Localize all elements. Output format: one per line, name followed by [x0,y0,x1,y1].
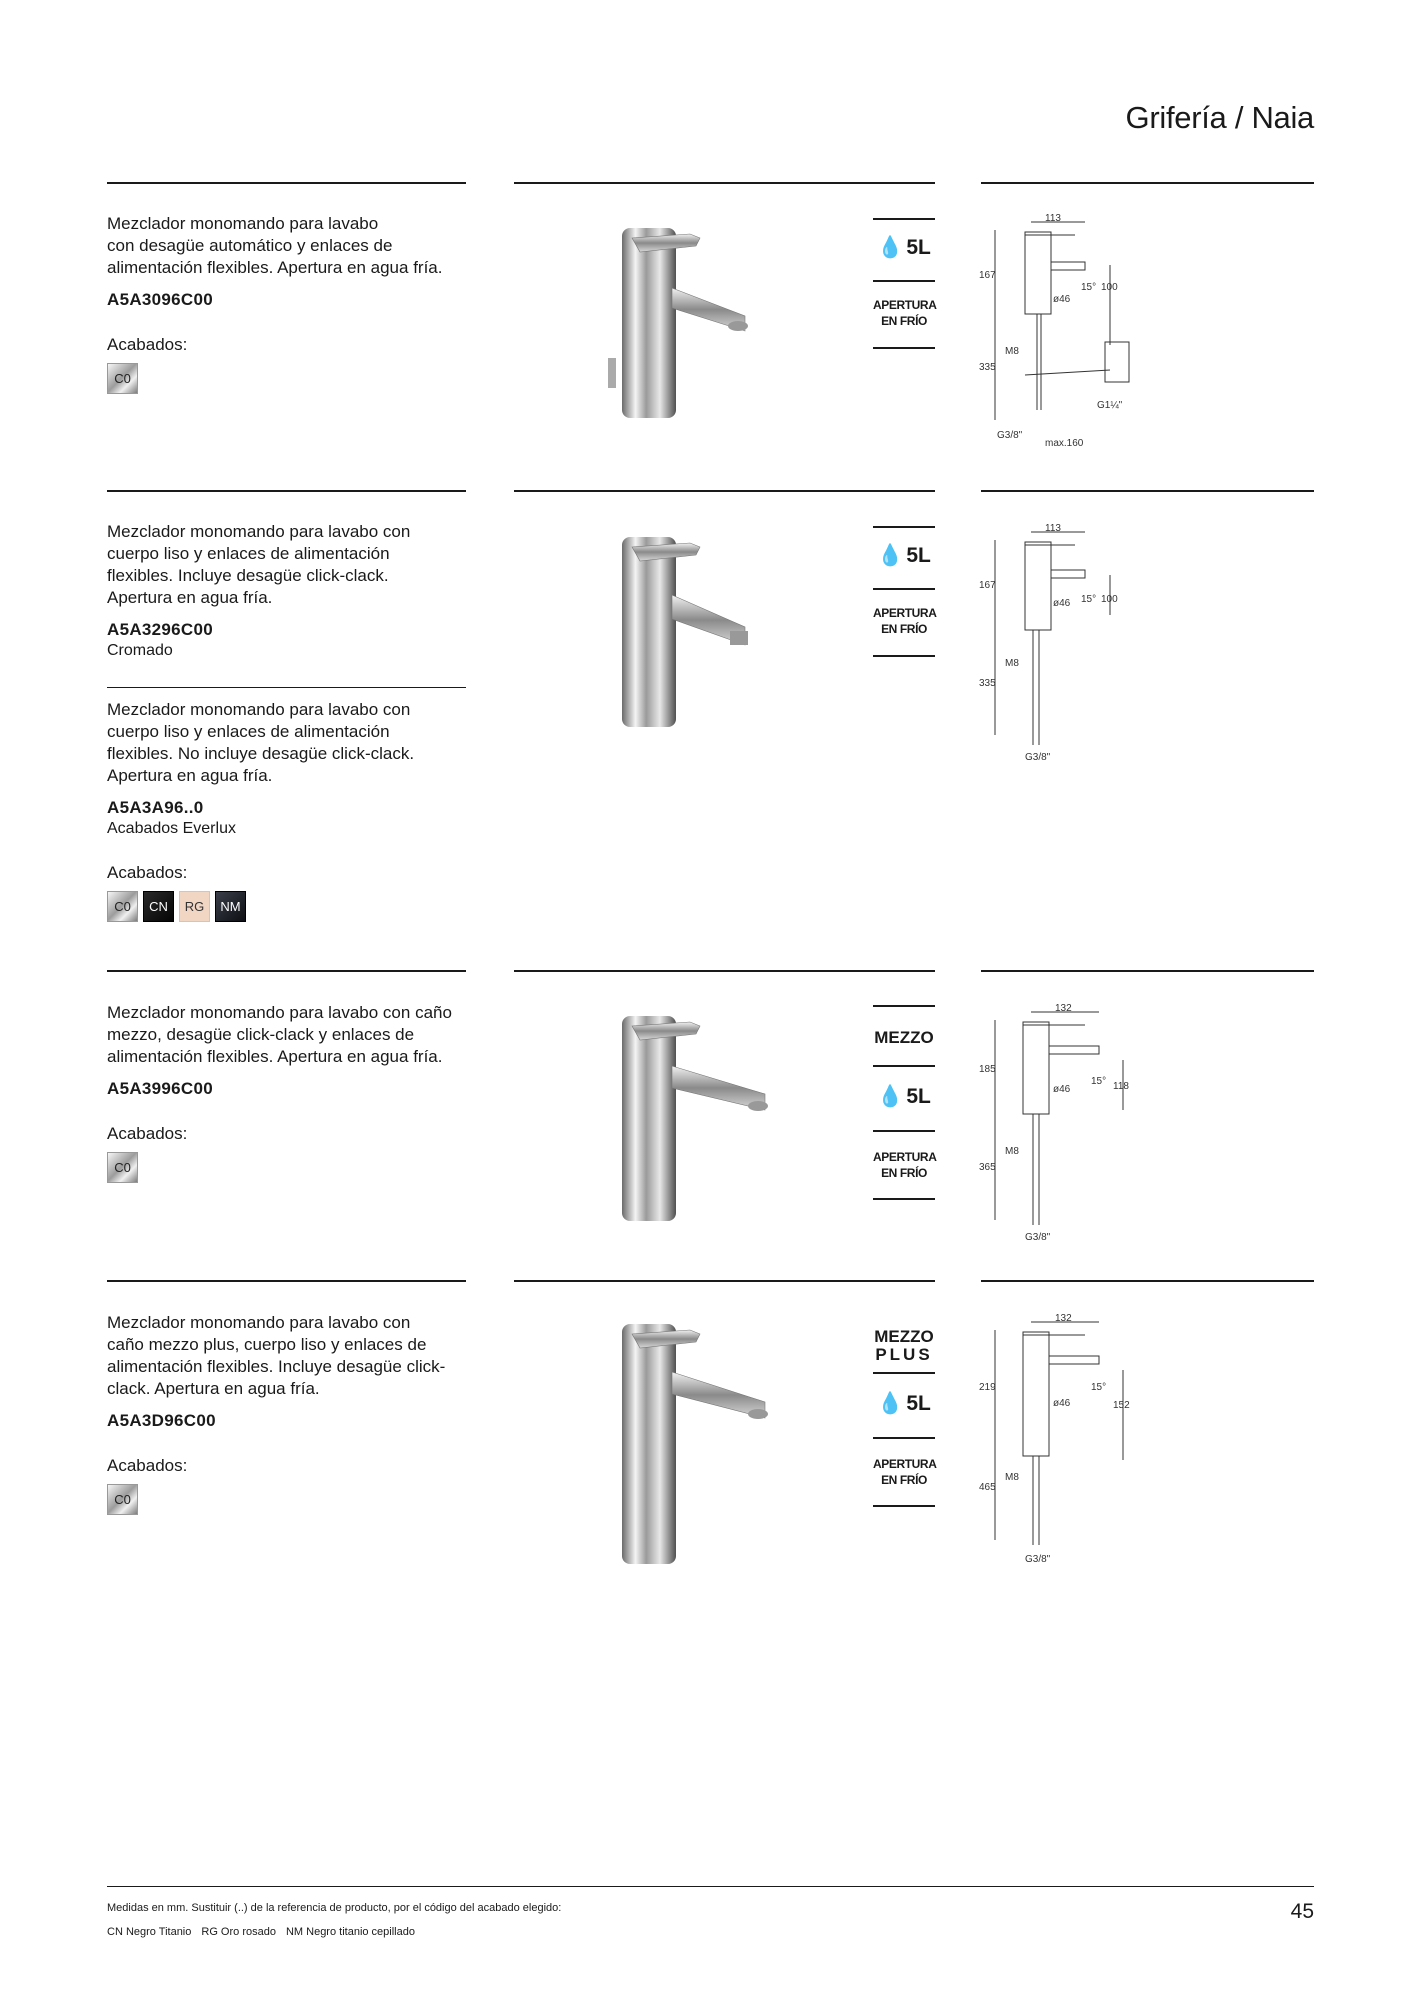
water-drop-icon: 💧 [877,1392,904,1415]
dim-angle: 15° [1091,1076,1107,1087]
cold-opening-indicator: APERTURA EN FRÍO [873,298,937,328]
dim-g: G3/8" [1025,752,1051,763]
finish-swatches [107,1484,467,1515]
finish-swatch-c0: C0 [107,891,138,922]
finishes-label: Acabados: [107,863,188,882]
technical-drawing [975,1000,1155,1250]
section-divider [514,970,935,972]
dim-reach: 118 [1113,1081,1129,1092]
product-reference: A5A3296C00 [107,620,214,639]
finish-swatch-c0: C0 [107,1152,138,1183]
cold-opening-indicator: APERTURA EN FRÍO [873,1150,937,1180]
product-3-text [107,1002,467,1183]
section-divider [981,970,1314,972]
finish-code-nm: NM Negro titanio cepillado [285,1926,415,1938]
variant-divider [107,687,466,688]
dim-total: 335 [979,362,996,373]
page-title: Grifería / Naia [1125,100,1314,135]
product-reference: A5A3D96C00 [107,1411,216,1430]
technical-drawing [975,520,1155,770]
dim-total: 465 [979,1482,996,1493]
finish-swatch-cn: CN [143,891,174,922]
dim-g: G3/8" [997,430,1023,441]
dim-diameter: ø46 [1053,294,1071,305]
faucet-image [580,527,770,732]
dim-reach: 152 [1113,1400,1130,1411]
cold-opening-indicator: APERTURA EN FRÍO [873,1457,937,1487]
product-2-text [107,521,467,660]
section-divider [107,1280,466,1282]
dim-g-drain: G1¼" [1097,400,1123,411]
product-description: Mezclador monomando para lavabo con cuerpo liso y enlaces de alimentación flexibles. No incluye desagüe click-clack. Apertura en agua fría. [107,700,415,785]
finishes-label: Acabados: [107,335,188,354]
faucet-image [580,1314,770,1569]
mezzo-plus-badge: MEZZO PLUS [874,1327,934,1364]
dim-height: 185 [979,1064,996,1075]
dim-diameter: ø46 [1053,598,1071,609]
finish-swatch-rg: RG [179,891,210,922]
page-number: 45 [1290,1900,1314,1923]
finishes-label: Acabados: [107,1456,188,1475]
dim-width: 132 [1055,1003,1072,1014]
cold-opening-indicator: APERTURA EN FRÍO [873,606,937,636]
section-divider [981,490,1314,492]
water-flow-indicator: 💧 5L [877,236,931,259]
dim-height: 167 [979,580,996,591]
section-divider [514,490,935,492]
water-flow-indicator: 💧 5L [877,1392,931,1415]
section-divider [514,182,935,184]
product-4-text [107,1312,467,1515]
dim-total: 335 [979,678,996,689]
finish-swatches [107,363,467,394]
finishes-label: Acabados: [107,1124,188,1143]
finish-swatch-c0: C0 [107,1484,138,1515]
product-reference: A5A3096C00 [107,290,214,309]
water-drop-icon: 💧 [877,236,904,259]
technical-drawing [975,210,1155,460]
product-1-text [107,213,467,394]
footer-divider [107,1886,1314,1887]
water-flow-indicator: 💧 5L [877,544,931,567]
finish-swatch-c0: C0 [107,363,138,394]
dim-thread: M8 [1005,1146,1019,1157]
section-divider [981,182,1314,184]
finish-swatch-nm: NM [215,891,246,922]
dim-width: 113 [1045,213,1061,224]
finish-code-cn: CN Negro Titanio [107,1926,192,1938]
faucet-image [580,1006,770,1226]
dim-g: G3/8" [1025,1232,1051,1243]
product-description: Mezclador monomando para lavabo con caño mezzo, desagüe click-clack y enlaces de alimentación flexibles. Apertura en agua fría. [107,1003,452,1066]
finish-swatches [107,891,467,922]
faucet-image [580,218,770,423]
section-divider [107,970,466,972]
dim-height: 167 [979,270,996,281]
dim-thread: M8 [1005,346,1019,357]
dim-diameter: ø46 [1053,1084,1071,1095]
product-4-icons [873,1312,935,1512]
dim-thread: M8 [1005,1472,1019,1483]
finish-codes-legend [107,1926,415,1938]
dim-angle: 15° [1081,594,1097,605]
section-divider [107,490,466,492]
water-flow-indicator: 💧 5L [877,1085,931,1108]
dim-angle: 15° [1081,282,1097,293]
water-drop-icon: 💧 [877,1085,904,1108]
product-finish-name: Acabados Everlux [107,820,236,837]
dim-thread: M8 [1005,658,1019,669]
product-reference: A5A3996C00 [107,1079,214,1098]
product-3-icons [873,1005,935,1205]
product-2b-text [107,699,467,922]
mezzo-badge: MEZZO [874,1028,934,1047]
dim-g: G3/8" [1025,1554,1051,1565]
section-divider [107,182,466,184]
dim-reach: 100 [1101,282,1118,293]
dim-height: 219 [979,1382,996,1393]
product-reference: A5A3A96..0 [107,798,204,817]
dim-max: max.160 [1045,438,1084,449]
dim-diameter: ø46 [1053,1398,1071,1409]
product-description: Mezclador monomando para lavabo con caño mezzo plus, cuerpo liso y enlaces de alimentación flexibles. Incluye desagüe click- clack. Apertura en agua fría. [107,1313,446,1398]
product-finish-name: Cromado [107,642,173,659]
dim-reach: 100 [1101,594,1118,605]
finish-swatches [107,1152,467,1183]
footer-note: Medidas en mm. Sustituir (..) de la referencia de producto, por el código del acabado elegido: [107,1902,562,1914]
product-2-icons [873,526,935,716]
dim-width: 113 [1045,523,1061,534]
product-description: Mezclador monomando para lavabo con desagüe automático y enlaces de alimentación flexibles. Apertura en agua fría. [107,214,443,277]
finish-code-rg: RG Oro rosado [201,1926,276,1938]
technical-drawing [975,1310,1155,1570]
dim-angle: 15° [1091,1382,1107,1393]
section-divider [514,1280,935,1282]
dim-width: 132 [1055,1313,1072,1324]
section-divider [981,1280,1314,1282]
water-drop-icon: 💧 [877,544,904,567]
product-1-icons [873,218,935,408]
dim-total: 365 [979,1162,996,1173]
product-description: Mezclador monomando para lavabo con cuerpo liso y enlaces de alimentación flexibles. Incluye desagüe click-clack. Apertura en agua fría. [107,522,411,607]
